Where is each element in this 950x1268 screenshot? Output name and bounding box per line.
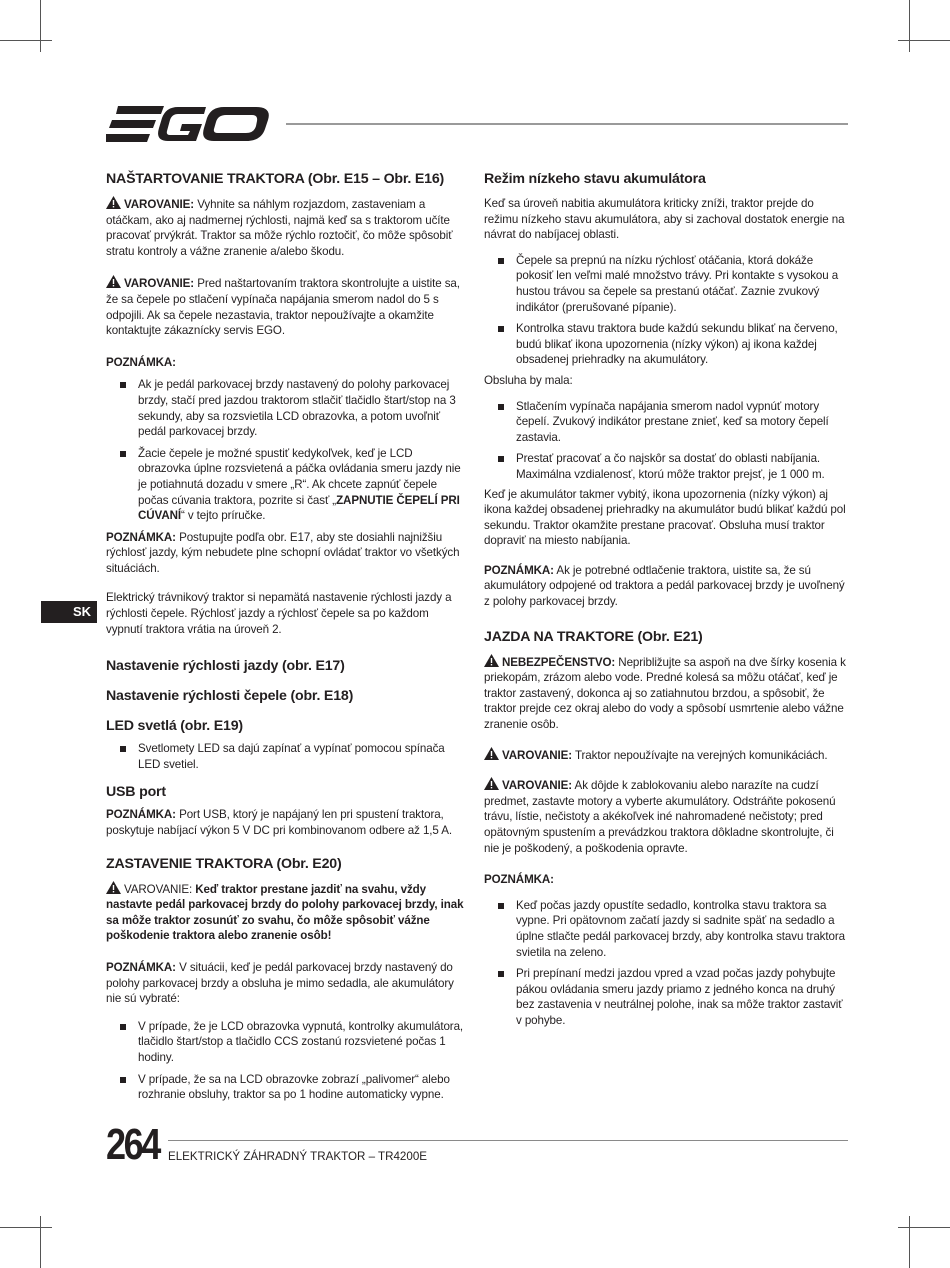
low-battery-list <box>484 253 848 368</box>
list-item: Čepele sa prepnú na nízku rýchlosť otáčania, ktorá dokáže pokosiť len veľmi malé množstvo trávy. Pri kontakte s vysokou a hustou trávou sa čepele sa prestanú otáčať. Zaznie zvukový indikátor (prerušované pípanie). <box>484 253 848 315</box>
warning-triangle-icon <box>106 196 121 209</box>
danger-driving: NEBEZPEČENSTVO: Nepribližujte sa aspoň na dve šírky kosenia k priekopám, zrázom alebo vode. Predné kolesá sa môžu otáčať, keď je traktor zastavený, dokonca aj so zatiahnutou brzdou, a spôsobiť, že traktor prejde cez okraj alebo do vody a spôsobí usmrtenie alebo vážne zranenie osôb. <box>484 655 846 732</box>
footer-title: ELEKTRICKÝ ZÁHRADNÝ TRAKTOR – TR4200E <box>168 1150 428 1163</box>
note-label: POZNÁMKA: <box>106 355 176 369</box>
list-item: V prípade, že sa na LCD obrazovke zobrazí „palivomer“ alebo rozhranie obsluhy, traktor sa po 1 hodine automaticky vypne. <box>106 1072 468 1103</box>
heading-drive-speed: Nastavenie rýchlosti jazdy (obr. E17) <box>106 658 345 675</box>
list-item: Svetlomety LED sa dajú zapínať a vypínať pomocou spínača LED svetiel. <box>106 741 468 772</box>
heading-start-tractor: NAŠTARTOVANIE TRAKTORA (Obr. E15 – Obr. E16) <box>106 171 445 187</box>
crop-mark <box>40 0 41 52</box>
warning-start-2: VAROVANIE: Pred naštartovaním traktora skontrolujte a uistite sa, že sa čepele po stlačení vypínača napájania smerom nadol do 5 s odpojili. Ak sa čepele nezastavia, traktor nepoužívajte a okamžite kontaktujte zákaznícky servis EGO. <box>106 277 460 338</box>
list-item: V prípade, že je LCD obrazovka vypnutá, kontrolky akumulátora, tlačidlo štart/stop a tlačidlo CCS zostanú rozsvietené počas 1 hodiny. <box>106 1019 468 1066</box>
list-item: Kontrolka stavu traktora bude každú sekundu blikať na červeno, budú blikať ikona upozornenia (nízky výkon) aj ikona každej obsadenej priehradky na akumulátory. <box>484 321 848 368</box>
page-number: 264 <box>106 1120 159 1169</box>
heading-stop-tractor: ZASTAVENIE TRAKTORA (Obr. E20) <box>106 855 342 872</box>
list-item: Stlačením vypínača napájania smerom nadol vypnúť motory čepelí. Zvukový indikátor prestane znieť, keď sa motory čepelí zastavia. <box>484 399 848 446</box>
warning-triangle-icon <box>484 654 499 667</box>
warning-start-1: VAROVANIE: Vyhnite sa náhlym rozjazdom, zastaveniam a otáčkam, ako aj nadmernej rýchlosti, najmä keď sa s traktorom učíte pracovať prvýkrát. Traktor sa môže rýchlo roztočiť, čo môže spôsobiť stratu kontroly a vážne zranenie a/alebo škodu. <box>106 198 453 258</box>
heading-blade-speed: Nastavenie rýchlosti čepele (obr. E18) <box>106 688 354 705</box>
operator-list <box>484 399 848 483</box>
note-speed: POZNÁMKA: Postupujte podľa obr. E17, aby ste dosiahli najnižšiu rýchlosť jazdy, kým nebudete plne schopní ovládať traktor vo všetkých situáciách. <box>106 530 460 575</box>
crop-mark <box>40 1216 41 1268</box>
crop-mark <box>0 1227 52 1228</box>
tow-note: POZNÁMKA: Ak je potrebné odtlačenie traktora, uistite sa, že sú akumulátory odpojené od traktora a pedál parkovacej brzdy je uvoľnený z polohy parkovacej brzdy. <box>484 563 845 609</box>
note-label: POZNÁMKA: <box>484 873 554 887</box>
list-item: Pri prepínaní medzi jazdou vpred a vzad počas jazdy pohybujte pákou ovládania smeru jazdy priamo z jedného konca na druhý bez zastavenia v neutrálnej polohe, inak sa môže traktor zastaviť v pohybe. <box>484 966 848 1028</box>
crop-mark <box>898 1227 950 1228</box>
header-rule <box>286 123 848 125</box>
crop-mark <box>898 40 950 41</box>
stop-list <box>106 1019 468 1103</box>
low-battery-text: Keď sa úroveň nabitia akumulátora kriticky zníži, traktor prejde do režimu nízkeho stavu akumulátora, aby si zachoval dostatok energie na návrat do nabíjacej oblasti. <box>484 197 845 242</box>
empty-battery-text: Keď je akumulátor takmer vybitý, ikona upozornenia (nízky výkon) aj ikona každej obsadenej priehradky na akumulátor budú blikať každú pol sekundu. Traktor okamžite prestane pracovať. Obsluha musí traktor dopraviť na miesto nabíjania. <box>484 487 846 548</box>
heading-low-battery: Režim nízkeho stavu akumulátora <box>484 171 706 187</box>
operator-text: Obsluha by mala: <box>484 373 573 387</box>
right-column <box>484 170 848 1029</box>
crop-mark <box>909 1216 910 1268</box>
note-stop: POZNÁMKA: V situácii, keď je pedál parkovacej brzdy nastavený do polohy parkovacej brzdy a obsluha je mimo sedadla, ale akumulátory nie sú vybraté: <box>106 961 454 1006</box>
note-list <box>106 377 468 523</box>
list-item: Žacie čepele je možné spustiť kedykoľvek, keď je LCD obrazovka úplne rozsvietená a páčka ovládania smeru jazdy nie je potiahnutá dozadu v smere „R“. Ak chcete zapnúť čepele počas cúvania traktora, pozrite si časť „ZAPNUTIE ČEPELÍ PRI CÚVANÍ“ v tejto príručke. <box>106 446 468 524</box>
memory-text: Elektrický trávnikový traktor si nepamätá nastavenie rýchlosti jazdy a rýchlosti čepele. Rýchlosť jazdy a rýchlosť čepele sa po každom vypnutí traktora vrátia na úroveň 2. <box>106 591 452 636</box>
driving-list <box>484 898 848 1029</box>
list-item: Prestať pracovať a čo najskôr sa dostať do oblasti nabíjania. Maximálna vzdialenosť, ktorú môže traktor prejsť, je 1 000 m. <box>484 451 848 482</box>
warning-stop: VAROVANIE: Keď traktor prestane jazdiť na svahu, vždy nastavte pedál parkovacej brzdy do polohy parkovacej brzdy, inak sa môže traktor zosunúť zo svahu, čo môže spôsobiť vážne poškodenie traktora alebo zranenie osôb! <box>106 882 464 943</box>
crop-mark <box>909 0 910 52</box>
warning-triangle-icon <box>484 777 499 790</box>
crop-mark <box>0 40 52 41</box>
heading-driving: JAZDA NA TRAKTORE (Obr. E21) <box>484 628 703 645</box>
warning-blockage: VAROVANIE: Ak dôjde k zablokovaniu alebo narazíte na cudzí predmet, zastavte motory a vyberte akumulátory. Odstráňte pokosenú trávu, lístie, nečistoty a akékoľvek iné nahromadené nečistoty; pred opätovným spustením a prevádzkou traktora dôkladne skontrolujte, či nie je poškodený, a poškodenia opravte. <box>484 779 836 855</box>
warning-triangle-icon <box>106 881 121 894</box>
warning-triangle-icon <box>106 275 121 288</box>
list-item: Ak je pedál parkovacej brzdy nastavený do polohy parkovacej brzdy, stačí pred jazdou traktorom stlačiť tlačidlo štart/stop na 3 sekundy, aby sa rozsvietila LCD obrazovka, a potom uvoľniť pedál parkovacej brzdy. <box>106 377 468 439</box>
led-list <box>106 741 468 772</box>
warning-public-roads: VAROVANIE: Traktor nepoužívajte na verejných komunikáciách. <box>484 747 848 764</box>
ego-logo <box>106 104 276 144</box>
list-item: Keď počas jazdy opustíte sedadlo, kontrolka stavu traktora sa vypne. Pri opätovnom začatí jazdy si sadnite späť na sedadlo a úplne stlačte pedál parkovacej brzdy, aby kontrolka stavu traktora svietila na zeleno. <box>484 898 848 960</box>
heading-usb: USB port <box>106 784 166 801</box>
language-tab: SK <box>41 601 97 623</box>
footer-rule <box>168 1140 848 1141</box>
warning-triangle-icon <box>484 747 499 760</box>
usb-note: POZNÁMKA: Port USB, ktorý je napájaný len pri spustení traktora, poskytuje nabíjací výkon 5 V DC pri kombinovanom odbere až 1,5 A. <box>106 808 453 838</box>
heading-led: LED svetlá (obr. E19) <box>106 718 243 735</box>
left-column <box>106 170 468 1103</box>
